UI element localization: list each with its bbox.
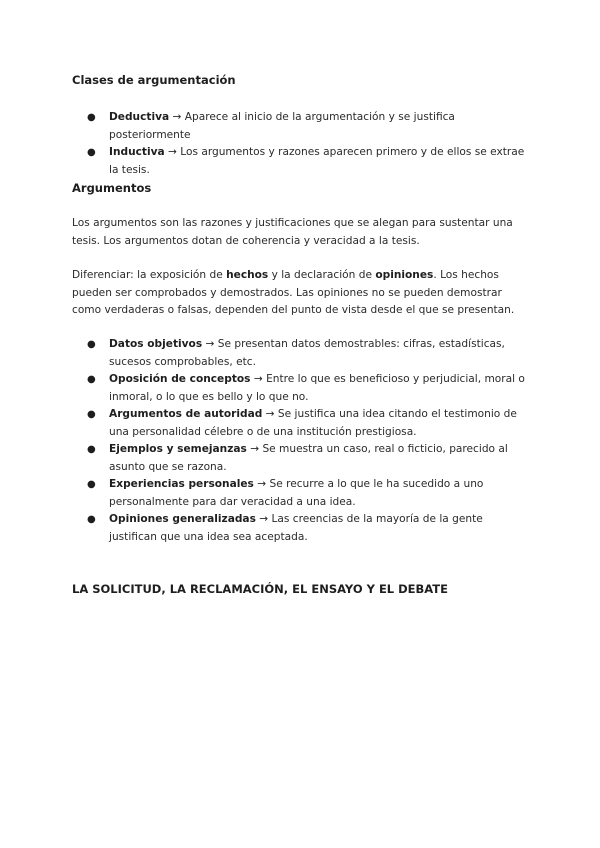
term: Experiencias personales	[109, 478, 254, 490]
section-heading-solicitud	[72, 581, 530, 597]
bold-hechos: hechos	[226, 269, 269, 281]
term: Inductiva	[109, 146, 165, 158]
text-run: . Los hechos pueden ser comprobados y demostrados. Las opiniones no se pueden demostrar como verdaderas o falsas, dependen del punto de vista desde el que se presentan.	[72, 269, 515, 316]
term: Oposición de conceptos	[109, 373, 251, 385]
definition: → Se presentan datos demostrables: cifras, estadísticas, sucesos comprobables, etc.	[109, 338, 505, 368]
bullet-icon: ●	[87, 444, 96, 455]
paragraph-diferenciar	[72, 267, 530, 320]
definition: → Se justifica una idea citando el testimonio de una personalidad célebre o de una institución prestigiosa.	[109, 408, 517, 438]
list-item-ejemplos-semejanzas	[72, 441, 530, 476]
bullet-icon: ●	[87, 147, 96, 158]
list-item-opiniones-generalizadas	[72, 511, 530, 546]
term: Deductiva	[109, 111, 170, 123]
heading-solicitud-reclamacion-ensayo-debate: LA SOLICITUD, LA RECLAMACIÓN, EL ENSAYO Y EL DEBATE	[72, 582, 449, 596]
section-heading-clases	[72, 72, 530, 88]
term: Opiniones generalizadas	[109, 513, 256, 525]
list-item-datos-objetivos	[72, 336, 530, 371]
heading-argumentos: Argumentos	[72, 181, 152, 195]
definition: → Se muestra un caso, real o ficticio, parecido al asunto que se razona.	[109, 443, 508, 473]
term: Datos objetivos	[109, 338, 203, 350]
paragraph-hechos-opiniones	[72, 267, 530, 320]
list-tipos-argumentos	[72, 336, 530, 546]
bullet-icon: ●	[87, 112, 96, 123]
bullet-icon: ●	[87, 479, 96, 490]
paragraph-definicion	[72, 215, 530, 250]
list-item-experiencias-personales	[72, 476, 530, 511]
bold-opiniones: opiniones	[375, 269, 434, 281]
heading-clases-de-argumentacion: Clases de argumentación	[72, 73, 236, 87]
list-clases	[72, 109, 530, 179]
bullet-icon: ●	[87, 339, 96, 350]
list-item-inductiva	[72, 144, 530, 179]
text-run: Diferenciar: la exposición de	[72, 269, 227, 281]
section-heading-argumentos	[72, 180, 530, 196]
term: Ejemplos y semejanzas	[109, 443, 247, 455]
list-item-oposicion-conceptos	[72, 371, 530, 406]
list-item-argumentos-autoridad	[72, 406, 530, 441]
text-run: y la declaración de	[268, 269, 376, 281]
term: Argumentos de autoridad	[109, 408, 263, 420]
definition: → Las creencias de la mayoría de la gente justifican que una idea sea aceptada.	[109, 513, 483, 543]
bullet-icon: ●	[87, 514, 96, 525]
definition: → Entre lo que es beneficioso y perjudicial, moral o inmoral, o lo que es bello y lo que no.	[109, 373, 525, 403]
list-item-deductiva	[72, 109, 530, 144]
paragraph-argumentos-definicion: Los argumentos son las razones y justificaciones que se alegan para sustentar una tesis. Los argumentos dotan de coherencia y veracidad a la tesis.	[72, 217, 513, 247]
bullet-icon: ●	[87, 374, 96, 385]
definition: → Se recurre a lo que le ha sucedido a uno personalmente para dar veracidad a una idea.	[109, 478, 484, 508]
bullet-icon: ●	[87, 409, 96, 420]
definition: → Los argumentos y razones aparecen primero y de ellos se extrae la tesis.	[109, 146, 525, 176]
definition: → Aparece al inicio de la argumentación y se justifica posteriormente	[109, 111, 455, 141]
